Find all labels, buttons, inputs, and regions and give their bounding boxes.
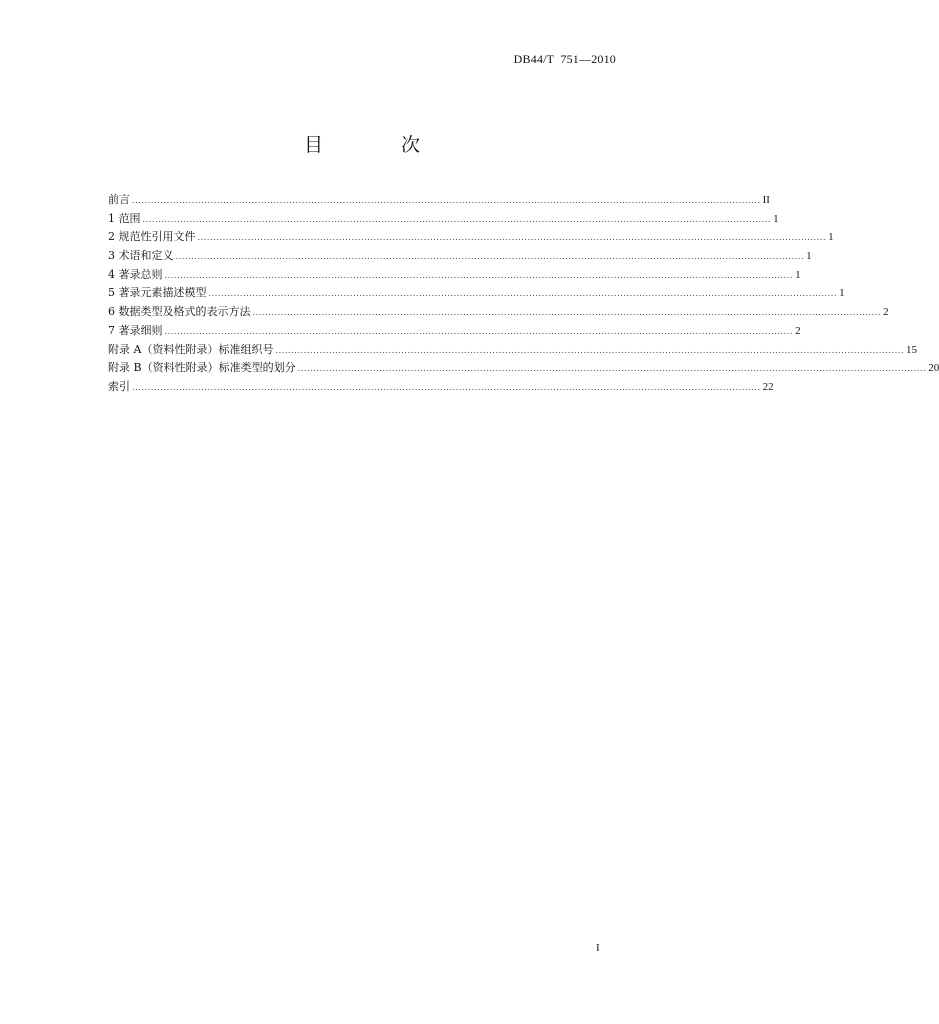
toc-entry-label: 5 著录元素描述模型 xyxy=(108,286,207,300)
toc-entry-page: 20 xyxy=(928,362,939,375)
dot-leader: ........................................................................................................................................................................................................ xyxy=(197,233,827,243)
toc-entry-label: 7 著录细则 xyxy=(108,323,163,337)
toc-entry-page: 15 xyxy=(906,343,918,356)
toc-entry-label: 6 数据类型及格式的表示方法 xyxy=(108,305,251,319)
toc-entry-label: 2 规范性引用文件 xyxy=(108,230,196,244)
toc-entry-appendix-a[interactable] xyxy=(108,341,918,360)
dot-leader: ........................................................................................................................................................................................................ xyxy=(164,270,794,280)
toc-entry-page: 1 xyxy=(839,287,845,300)
dot-leader: ........................................................................................................................................................................................................ xyxy=(164,326,794,336)
toc-entry-label: 索引 xyxy=(108,379,130,393)
toc-entry-label: 附录 B（资料性附录）标准类型的划分 xyxy=(108,361,296,375)
toc-entry-preface[interactable] xyxy=(108,191,770,210)
toc-entry-label: 3 术语和定义 xyxy=(108,249,174,263)
toc-entry-page: 22 xyxy=(762,380,774,393)
dot-leader: ........................................................................................................................................................................................................ xyxy=(252,308,882,318)
document-code: DB44/T 751—2010 xyxy=(513,52,616,66)
toc-entry-label: 4 著录总则 xyxy=(108,267,163,281)
toc-entry-normative-references[interactable] xyxy=(108,228,834,247)
page-number: I xyxy=(596,942,600,954)
dot-leader: ........................................................................................................................................................................................................ xyxy=(142,214,772,224)
table-of-contents xyxy=(108,191,939,397)
toc-entry-terms-definitions[interactable] xyxy=(108,247,812,266)
dot-leader: ........................................................................................................................................................................................................ xyxy=(297,364,927,374)
toc-entry-page: II xyxy=(762,194,770,206)
page-title: 目 次 xyxy=(303,134,457,156)
toc-entry-label: 附录 A（资料性附录）标准组织号 xyxy=(108,342,274,356)
toc-entry-label: 1 范围 xyxy=(108,211,141,225)
toc-entry-page: 1 xyxy=(806,250,812,263)
toc-entry-scope[interactable] xyxy=(108,210,779,229)
toc-entry-general-rules[interactable] xyxy=(108,266,801,285)
toc-entry-page: 2 xyxy=(883,306,889,319)
dot-leader: ........................................................................................................................................................................................................ xyxy=(132,196,761,205)
toc-entry-label: 前言 xyxy=(108,193,130,206)
toc-entry-page: 1 xyxy=(795,268,801,281)
toc-entry-appendix-b[interactable] xyxy=(108,359,939,378)
dot-leader: ........................................................................................................................................................................................................ xyxy=(275,345,905,355)
toc-entry-data-types[interactable] xyxy=(108,303,889,322)
dot-leader: ........................................................................................................................................................................................................ xyxy=(132,382,761,392)
toc-entry-element-model[interactable] xyxy=(108,284,845,303)
toc-entry-detailed-rules[interactable] xyxy=(108,322,801,341)
dot-leader: ........................................................................................................................................................................................................ xyxy=(175,252,805,262)
dot-leader: ........................................................................................................................................................................................................ xyxy=(208,289,838,299)
toc-entry-page: 1 xyxy=(773,212,779,225)
toc-entry-index[interactable] xyxy=(108,378,774,397)
toc-entry-page: 2 xyxy=(795,324,801,337)
toc-entry-page: 1 xyxy=(828,231,834,244)
